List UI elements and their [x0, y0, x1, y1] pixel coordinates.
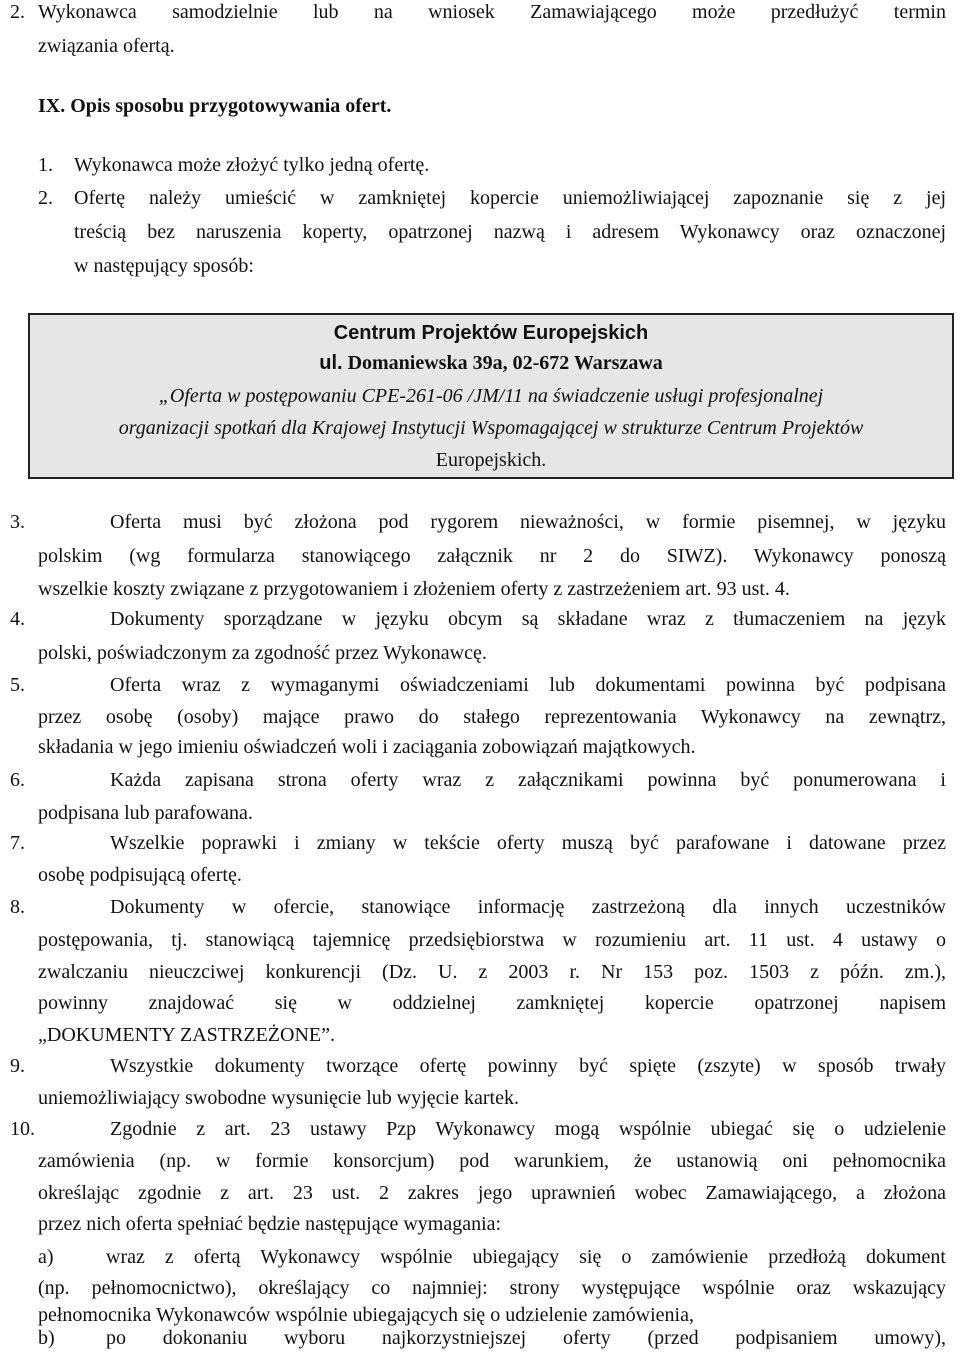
paragraph-line: zwalczaniu nieuczciwej konkurencji (Dz. U. z 2003 r. Nr 153 poz. 1503 z późn. zm.), — [38, 961, 946, 983]
paragraph-line: przez nich oferta spełniać będzie następujące wymagania: — [38, 1213, 502, 1235]
paragraph-line: (np. pełnomocnictwo), określający co najmniej: strony występujące wspólnie oraz wskazujący — [38, 1277, 946, 1299]
paragraph-line: osobę podpisującą ofertę. — [38, 864, 242, 886]
address-prefix: ul. — [319, 352, 343, 374]
paragraph-line: polskim (wg formularza stanowiącego załącznik nr 2 do SIWZ). Wykonawcy ponoszą — [38, 545, 946, 567]
item-number: 8. — [10, 896, 25, 918]
item-number: 10. — [10, 1118, 35, 1140]
paragraph-line: podpisana lub parafowana. — [38, 802, 253, 824]
paragraph-line: Zgodnie z art. 23 ustawy Pzp Wykonawcy mogą wspólnie ubiegać się o udzielenie — [110, 1118, 946, 1140]
paragraph-line: Wykonawca może złożyć tylko jedną ofertę. — [74, 154, 430, 176]
paragraph-line: powinny znajdować się w oddzielnej zamkniętej kopercie opatrzonej napisem — [38, 992, 946, 1014]
paragraph-line: uniemożliwiający swobodne wysunięcie lub wyjęcie kartek. — [38, 1087, 519, 1109]
item-number: 5. — [10, 674, 25, 696]
paragraph-line: wraz z ofertą Wykonawcy wspólnie ubiegający się o zamówienie przedłożą dokument — [106, 1246, 946, 1268]
paragraph-line: pełnomocnika Wykonawców wspólnie ubiegających się o udzielenie zamówienia, — [38, 1304, 694, 1326]
paragraph-line: Wszelkie poprawki i zmiany w tekście oferty muszą być parafowane i datowane przez — [110, 832, 946, 854]
item-number: 2. — [38, 187, 53, 209]
item-number: 1. — [38, 154, 53, 176]
paragraph-line: przez osobę (osoby) mające prawo do stałego reprezentowania Wykonawcy na zewnątrz, — [38, 706, 946, 728]
paragraph-line: składania w jego imieniu oświadczeń woli i zaciągania zobowiązań majątkowych. — [38, 736, 696, 758]
paragraph-line: treścią bez naruszenia koperty, opatrzonej nazwą i adresem Wykonawcy oraz oznaczonej — [74, 221, 946, 243]
paragraph-line: Oferta wraz z wymaganymi oświadczeniami lub dokumentami powinna być podpisana — [110, 674, 946, 696]
envelope-recipient-name: Centrum Projektów Europejskich — [333, 322, 649, 344]
paragraph-line: postępowania, tj. stanowiącą tajemnicę przedsiębiorstwa w rozumieniu art. 11 ust. 4 ustawy o — [38, 929, 946, 951]
paragraph-line: związania ofertą. — [38, 35, 175, 57]
item-number: 9. — [10, 1055, 25, 1077]
item-number: 7. — [10, 832, 25, 854]
paragraph-line: w następujący sposób: — [74, 255, 254, 277]
paragraph-line: Wszystkie dokumenty tworzące ofertę powinny być spięte (zszyte) w sposób trwały — [110, 1055, 946, 1077]
paragraph-line: polski, poświadczonym za zgodność przez Wykonawcę. — [38, 642, 487, 664]
paragraph-line: Dokumenty w ofercie, stanowiące informację zastrzeżoną dla innych uczestników — [110, 896, 946, 918]
envelope-label-box — [28, 313, 954, 479]
item-number: 6. — [10, 769, 25, 791]
envelope-offer-line: „Oferta w postępowaniu CPE-261-06 /JM/11 na świadczenie usługi profesjonalnej — [158, 385, 824, 407]
envelope-address — [30, 347, 952, 379]
address-text: Domaniewska 39a, 02-672 Warszawa — [347, 352, 663, 374]
paragraph-line: Ofertę należy umieścić w zamkniętej kopercie uniemożliwiającej zapoznanie się z jej — [74, 187, 946, 209]
envelope-offer-line: organizacji spotkań dla Krajowej Instytucji Wspomagającej w strukturze Centrum Projektów — [118, 417, 864, 439]
item-number: 2. — [10, 1, 25, 23]
paragraph-line: określając zgodnie z art. 23 ust. 2 zakres jego uprawnień wobec Zamawiającego, a złożona — [38, 1182, 946, 1204]
paragraph-line: wszelkie koszty związane z przygotowaniem i złożeniem oferty z zastrzeżeniem art. 93 ust. 4. — [38, 578, 790, 600]
paragraph-line: po dokonaniu wyboru najkorzystniejszej oferty (przed podpisaniem umowy), — [106, 1327, 946, 1349]
paragraph-line: „DOKUMENTY ZASTRZEŻONE”. — [38, 1024, 335, 1046]
paragraph-line: zamówienia (np. w formie konsorcjum) pod warunkiem, że ustanowią oni pełnomocnika — [38, 1150, 946, 1172]
item-number: 3. — [10, 511, 25, 533]
paragraph-line: Oferta musi być złożona pod rygorem nieważności, w formie pisemnej, w języku — [110, 511, 946, 533]
envelope-offer-line: Europejskich. — [435, 449, 547, 471]
sub-item-label: a) — [38, 1246, 54, 1268]
paragraph-line: Każda zapisana strona oferty wraz z załącznikami powinna być ponumerowana i — [110, 769, 946, 791]
section-heading: IX. Opis sposobu przygotowywania ofert. — [38, 95, 392, 117]
paragraph-line: Wykonawca samodzielnie lub na wniosek Zamawiającego może przedłużyć termin — [38, 1, 946, 23]
sub-item-label: b) — [38, 1327, 55, 1349]
paragraph-line: Dokumenty sporządzane w języku obcym są składane wraz z tłumaczeniem na język — [110, 608, 946, 630]
item-number: 4. — [10, 608, 25, 630]
